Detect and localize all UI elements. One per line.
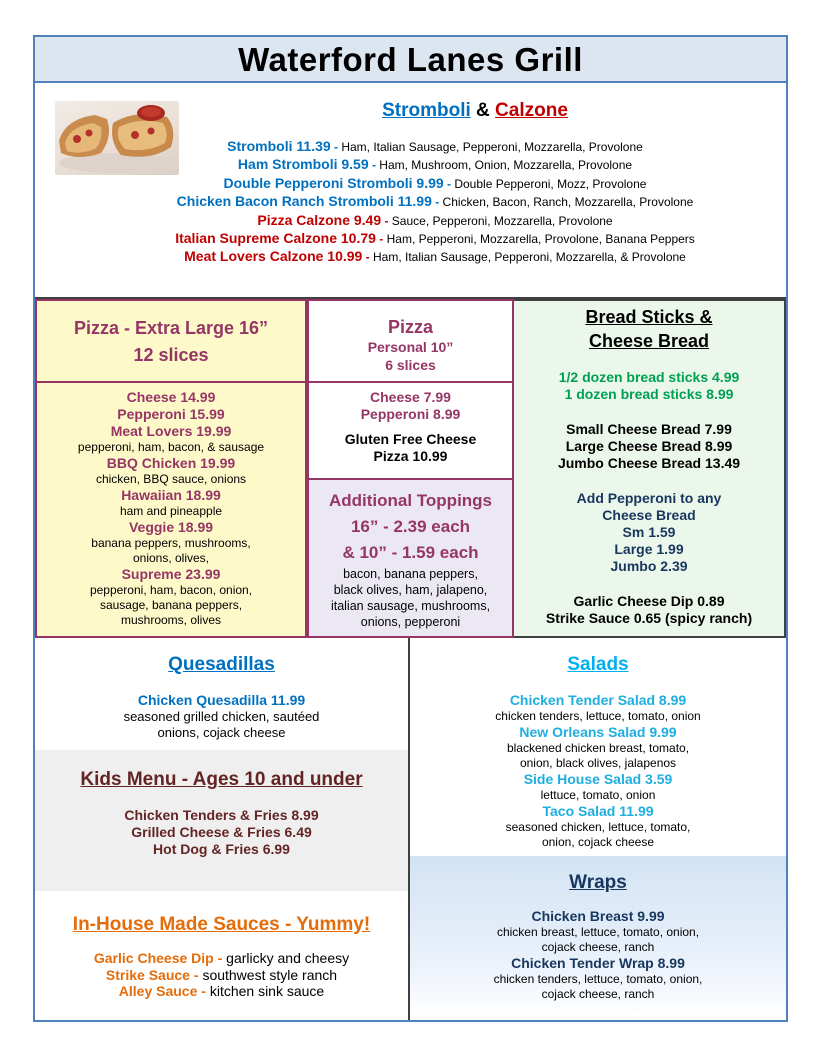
breadsticks-heading-line1: Bread Sticks &: [585, 307, 713, 327]
pizza-xl-heading-line1: Pizza - Extra Large 16”: [73, 318, 269, 338]
pizza-xl-heading-box: [35, 299, 307, 383]
stromboli-item-sep: -: [443, 176, 455, 191]
stromboli-item-sep: -: [381, 213, 392, 228]
stromboli-item-desc: Sauce, Pepperoni, Mozzarella, Provolone: [391, 213, 613, 228]
quesadillas-heading: Quesadillas: [168, 654, 275, 675]
pizza-xl-item-name: Veggie 18.99: [128, 519, 214, 535]
kids-item: Grilled Cheese & Fries 6.49: [131, 824, 312, 840]
pizza-xl-item-desc: chicken, BBQ sauce, onions: [95, 472, 247, 486]
sauce-item-desc: garlicky and cheesy: [226, 950, 350, 966]
stromboli-item: [90, 175, 780, 193]
salad-item-desc: lettuce, tomato, onion: [540, 788, 656, 802]
pizza-xl-item-name: Hawaiian 18.99: [121, 487, 221, 503]
garlic-dip: Garlic Cheese Dip 0.89: [573, 593, 725, 609]
salad-item-desc: seasoned chicken, lettuce, tomato, onion, cojack cheese: [505, 820, 691, 849]
stromboli-item-sep: -: [330, 140, 342, 154]
stromboli-item: [90, 248, 780, 266]
wraps-box: [410, 856, 786, 1020]
stromboli-item-name: Meat Lovers Calzone 10.99: [184, 248, 363, 265]
sauce-item: [35, 950, 408, 967]
stromboli-list: [90, 138, 780, 267]
stromboli-item-name: Stromboli 11.39: [227, 138, 331, 154]
stromboli-item-sep: -: [375, 232, 387, 247]
pizza-xl-heading: [37, 315, 305, 369]
stromboli-item-desc: Ham, Mushroom, Onion, Mozzarella, Provolone: [379, 158, 633, 173]
stromboli-item-desc: Double Pepperoni, Mozz, Provolone: [454, 176, 647, 191]
quesadilla-name: Chicken Quesadilla 11.99: [137, 692, 306, 708]
sauce-item-sep: -: [197, 983, 210, 999]
stromboli-heading: [90, 98, 780, 124]
pizza-gluten-line2: Pizza 10.99: [373, 448, 448, 464]
stromboli-heading-amp: &: [470, 100, 496, 121]
toppings-list: bacon, banana peppers, black olives, ham, jalapeno, italian sausage, mushrooms, onions, pepperoni: [330, 567, 491, 629]
stromboli-item: [90, 193, 780, 211]
sauce-item-desc: kitchen sink sauce: [209, 983, 325, 999]
stromboli-item-sep: -: [368, 158, 380, 173]
toppings-box: [307, 478, 514, 638]
pizza-personal-sub1: Personal 10”: [367, 339, 454, 355]
stromboli-item-desc: Ham, Pepperoni, Mozzarella, Provolone, Banana Peppers: [386, 232, 695, 247]
pizza-xl-heading-line2: 12 slices: [133, 345, 209, 365]
salad-item-name: Chicken Tender Salad 8.99: [509, 692, 687, 708]
stromboli-item-name: Italian Supreme Calzone 10.79: [175, 230, 376, 247]
stromboli-heading-left: Stromboli: [382, 100, 471, 121]
stromboli-item-desc: Chicken, Bacon, Ranch, Mozzarella, Provolone: [442, 195, 694, 210]
add-pepperoni-large: Large 1.99: [614, 541, 684, 557]
pizza-xl-item-desc: ham and pineapple: [119, 504, 223, 518]
salad-item-name: Taco Salad 11.99: [542, 803, 654, 819]
pizza-personal-heading: Pizza: [387, 317, 434, 337]
toppings-10: & 10” - 1.59 each: [342, 543, 479, 562]
sauce-item: [35, 967, 408, 984]
salads-heading: Salads: [567, 654, 629, 675]
sauce-item-name: Strike Sauce: [105, 966, 190, 983]
add-pepperoni-sm: Sm 1.59: [622, 524, 676, 540]
stromboli-item: [90, 212, 780, 230]
stromboli-item-name: Pizza Calzone 9.49: [257, 211, 382, 228]
stromboli-item-name: Chicken Bacon Ranch Stromboli 11.99: [176, 193, 432, 210]
pizza-xl-item-name: Pepperoni 15.99: [117, 406, 225, 422]
strike-sauce: Strike Sauce 0.65 (spicy ranch): [545, 610, 753, 626]
cheese-bread-jumbo: Jumbo Cheese Bread 13.49: [557, 455, 741, 471]
stromboli-item-name: Ham Stromboli 9.59: [237, 156, 369, 173]
pizza-xl-item-name: Cheese 14.99: [126, 389, 216, 405]
salad-item-desc: chicken tenders, lettuce, tomato, onion: [495, 709, 701, 723]
kids-heading: Kids Menu - Ages 10 and under: [80, 769, 363, 790]
stromboli-item: [90, 230, 780, 248]
cheese-bread-small: Small Cheese Bread 7.99: [566, 421, 732, 437]
cheese-bread-large: Large Cheese Bread 8.99: [565, 438, 733, 454]
pizza-personal-items-box: [307, 381, 514, 480]
pizza-xl-item-name: BBQ Chicken 19.99: [106, 455, 236, 471]
wrap-item-name: Chicken Tender Wrap 8.99: [511, 955, 685, 971]
sauce-item-sep: -: [189, 966, 203, 983]
stromboli-item-name: Double Pepperoni Stromboli 9.99: [223, 174, 444, 191]
stromboli-section: [90, 98, 780, 288]
pizza-xl-list: [37, 389, 305, 628]
wrap-item-name: Chicken Breast 9.99: [531, 908, 665, 924]
sauces-heading: In-House Made Sauces - Yummy!: [72, 914, 371, 935]
pizza-xl-item-desc: banana peppers, mushrooms, onions, olives,: [91, 536, 251, 565]
pizza-xl-items-box: [35, 381, 307, 638]
wrap-item-desc: chicken tenders, lettuce, tomato, onion, cojack cheese, ranch: [493, 972, 703, 1001]
pizza-personal-pepperoni: Pepperoni 8.99: [360, 406, 461, 422]
kids-list: [35, 807, 408, 858]
salads-list: [410, 692, 786, 850]
stromboli-heading-right: Calzone: [495, 100, 568, 121]
pizza-xl-item-desc: pepperoni, ham, bacon, & sausage: [77, 440, 265, 454]
stromboli-item-sep: -: [362, 250, 373, 265]
kids-box: [35, 750, 410, 893]
sauce-item-desc: southwest style ranch: [202, 966, 338, 983]
salad-item-name: Side House Salad 3.59: [523, 771, 673, 787]
title-bar: [35, 37, 786, 83]
stromboli-item-desc: Ham, Italian Sausage, Pepperoni, Mozzarella, Provolone: [341, 140, 643, 154]
pizza-personal-heading-box: [307, 299, 514, 383]
sauce-item: [35, 983, 408, 1000]
kids-item: Hot Dog & Fries 6.99: [153, 841, 290, 857]
sauces-box: [35, 891, 410, 1020]
sauce-item-sep: -: [213, 950, 227, 966]
stromboli-item: [90, 156, 780, 174]
add-pepperoni-jumbo: Jumbo 2.39: [610, 558, 688, 574]
add-pepperoni-line2: Cheese Bread: [602, 507, 696, 523]
add-pepperoni-line1: Add Pepperoni to any: [576, 490, 722, 506]
wraps-list: [410, 908, 786, 1002]
pizza-xl-item-desc: pepperoni, ham, bacon, onion, sausage, banana peppers, mushrooms, olives: [89, 583, 253, 627]
pizza-gluten-line1: Gluten Free Cheese: [344, 431, 477, 447]
stromboli-item-desc: Ham, Italian Sausage, Pepperoni, Mozzarella, & Provolone: [373, 250, 686, 265]
salad-item-name: New Orleans Salad 9.99: [519, 724, 677, 740]
quesadillas-box: [35, 638, 410, 752]
quesadilla-desc: seasoned grilled chicken, sautéed onions, cojack cheese: [123, 709, 320, 740]
sauce-item-name: Garlic Cheese Dip: [93, 950, 214, 966]
salads-box: [410, 638, 786, 858]
page-title: Waterford Lanes Grill: [238, 41, 583, 78]
breadsticks-half: 1/2 dozen bread sticks 4.99: [558, 369, 740, 385]
pizza-personal-sub2: 6 slices: [385, 357, 436, 373]
pizza-personal-cheese: Cheese 7.99: [370, 389, 451, 405]
breadsticks-box: [514, 299, 786, 638]
breadsticks-heading-line2: Cheese Bread: [588, 331, 710, 351]
breadsticks-dozen: 1 dozen bread sticks 8.99: [564, 386, 734, 402]
pizza-xl-item-name: Meat Lovers 19.99: [110, 423, 232, 439]
salad-item-desc: blackened chicken breast, tomato, onion, black olives, jalapenos: [506, 741, 690, 770]
sauces-list: [35, 950, 408, 1000]
stromboli-item: [90, 138, 780, 156]
kids-item: Chicken Tenders & Fries 8.99: [124, 807, 319, 823]
wrap-item-desc: chicken breast, lettuce, tomato, onion, cojack cheese, ranch: [496, 925, 700, 954]
sauce-item-name: Alley Sauce: [118, 983, 198, 999]
stromboli-item-sep: -: [431, 195, 443, 210]
wraps-heading: Wraps: [569, 872, 627, 893]
toppings-heading: Additional Toppings: [328, 491, 493, 510]
pizza-xl-item-name: Supreme 23.99: [121, 566, 221, 582]
toppings-16: 16” - 2.39 each: [350, 517, 471, 536]
